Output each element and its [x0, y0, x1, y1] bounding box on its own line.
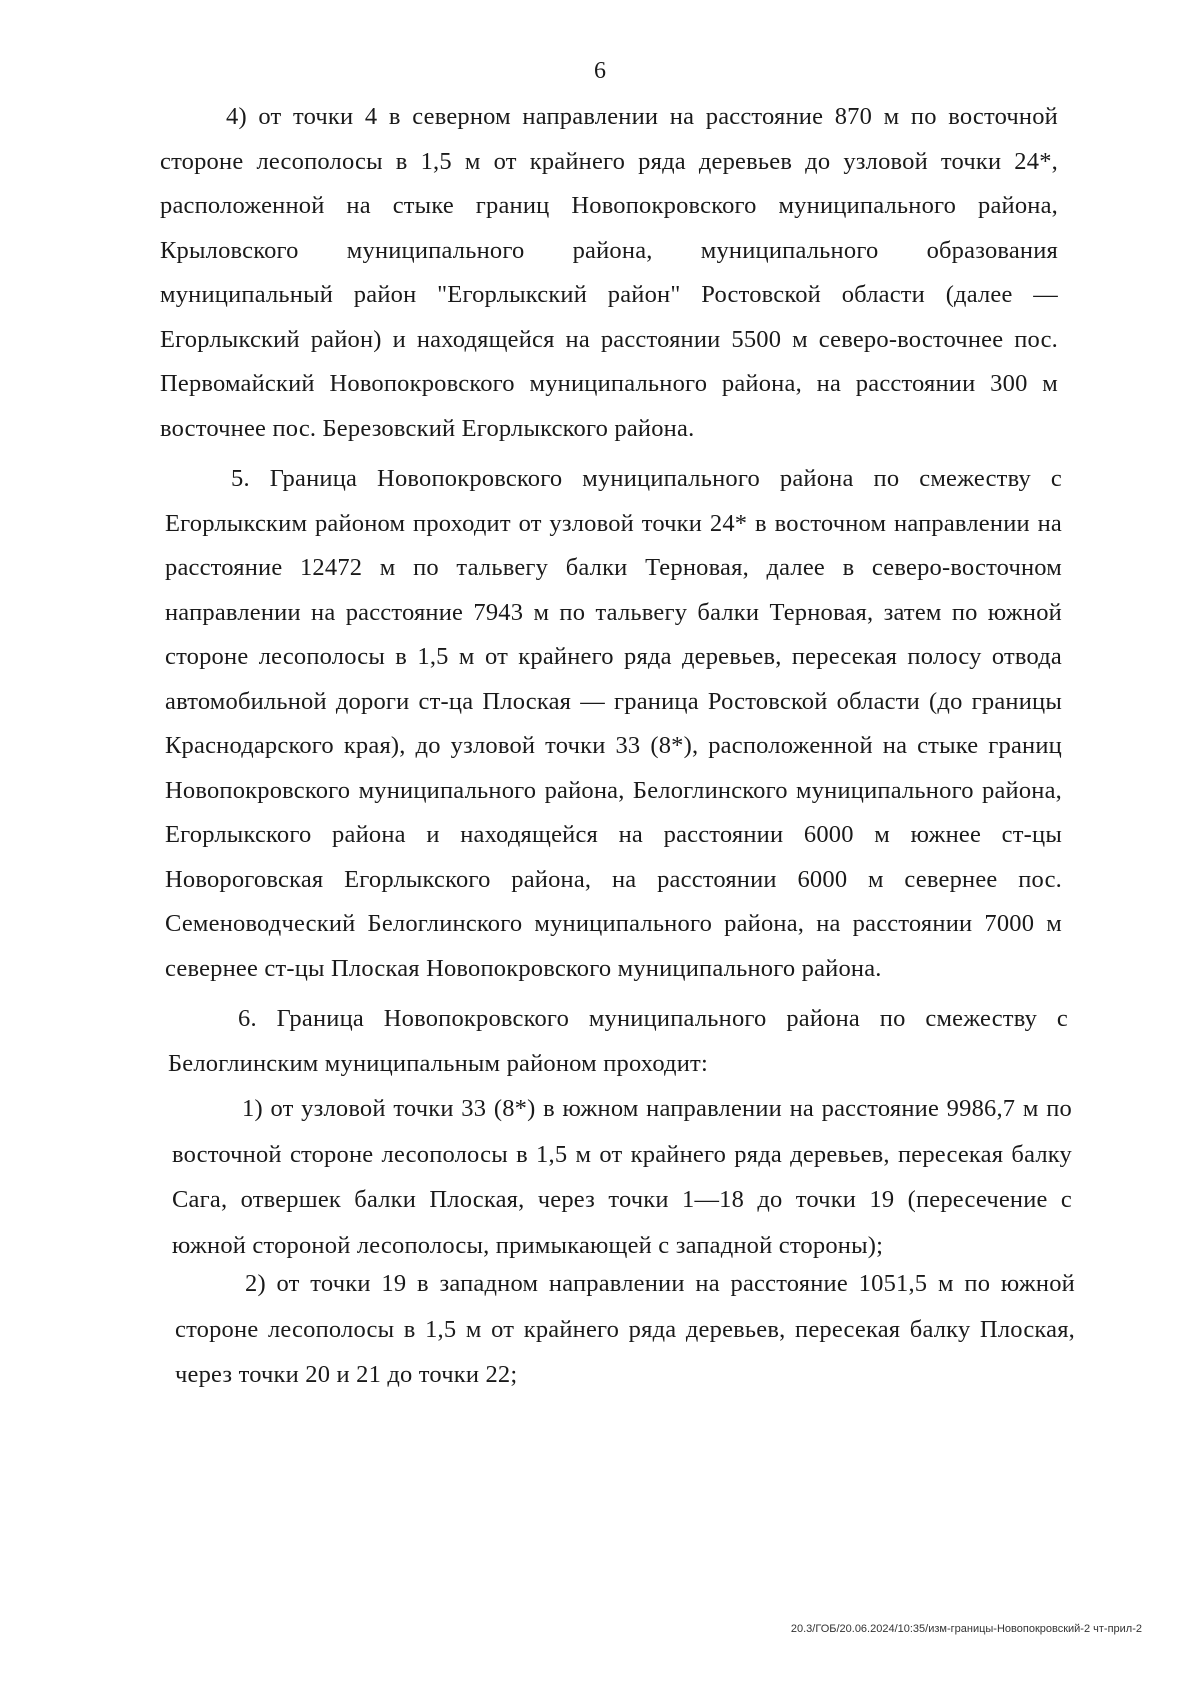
paragraph-item-4: 4) от точки 4 в северном направлении на расстояние 870 м по восточной стороне лесополосы в 1,5 м от крайнего ряда деревьев до узловой точки 24*, расположенной на стыке границ Новопокровского муниципального района, Крыловского муниципального района, муниципального образования муниципальный район "Егорлыкский район" Ростовской области (далее — Егорлыкский район) и находящейся на расстоянии 5500 м северо-восточнее пос. Первомайский Новопокровского муниципального района, на расстоянии 300 м восточнее пос. Березовский Егорлыкского района.: [160, 103, 1058, 442]
paragraph-section-6-item-2: 2) от точки 19 в западном направлении на расстояние 1051,5 м по южной стороне лесополосы в 1,5 м от крайнего ряда деревьев, пересекая балку Плоская, через точки 20 и 21 до точки 22;: [175, 1270, 1075, 1388]
page-number: 6: [594, 58, 606, 84]
paragraph-section-6: 6. Граница Новопокровского муниципального района по смежеству с Белоглинским муниципальным районом проходит:: [168, 1005, 1068, 1077]
paragraph-section-6-item-1: 1) от узловой точки 33 (8*) в южном направлении на расстояние 9986,7 м по восточной стороне лесополосы в 1,5 м от крайнего ряда деревьев, пересекая балку Сага, отвершек балки Плоская, через точки 1—18 до точки 19 (пересечение с южной стороной лесополосы, примыкающей с западной стороны);: [172, 1095, 1072, 1259]
footer-document-code: 20.3/ГОБ/20.06.2024/10:35/изм-границы-Новопокровский-2 чт-прил-2: [790, 1623, 1142, 1635]
paragraph-section-5: 5. Граница Новопокровского муниципального района по смежеству с Егорлыкским районом проходит от узловой точки 24* в восточном направлении на расстояние 12472 м по тальвегу балки Терновая, далее в северо-восточном направлении на расстояние 7943 м по тальвегу балки Терновая, затем по южной стороне лесополосы в 1,5 м от крайнего ряда деревьев, пересекая полосу отвода автомобильной дороги ст-ца Плоская — граница Ростовской области (до границы Краснодарского края), до узловой точки 33 (8*), расположенной на стыке границ Новопокровского муниципального района, Белоглинского муниципального района, Егорлыкского района и находящейся на расстоянии 6000 м южнее ст-цы Новороговская Егорлыкского района, на расстоянии 6000 м севернее пос. Семеноводческий Белоглинского муниципального района, на расстоянии 7000 м севернее ст-цы Плоская Новопокровского муниципального района.: [165, 465, 1062, 982]
